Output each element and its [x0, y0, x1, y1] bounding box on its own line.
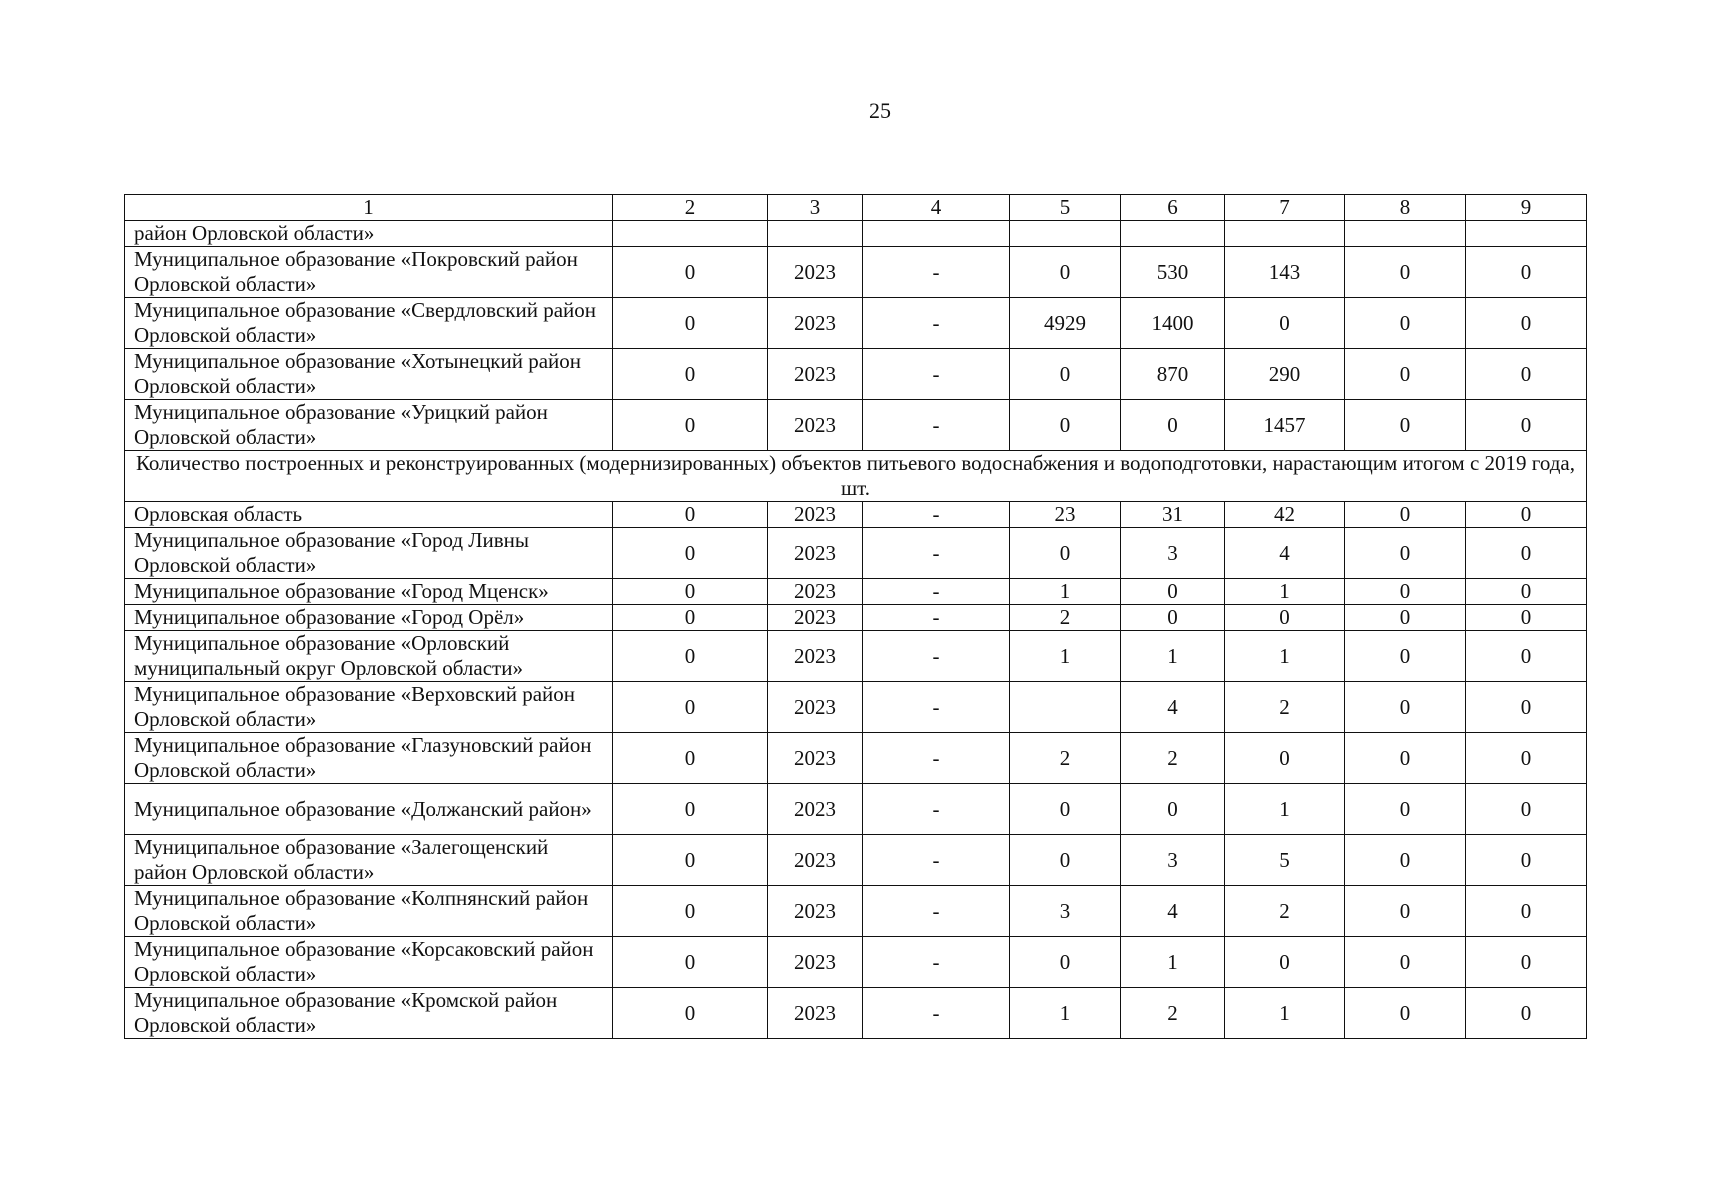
value-cell: 0 [1345, 605, 1466, 631]
value-cell: 0 [1345, 988, 1466, 1039]
value-cell: 0 [613, 349, 768, 400]
municipality-name-cell: Муниципальное образование «Покровский район Орловской области» [125, 247, 613, 298]
value-cell: - [863, 784, 1010, 835]
value-cell: 0 [1010, 835, 1121, 886]
column-number-cell: 3 [768, 195, 863, 221]
table-row [125, 605, 1587, 631]
value-cell: 0 [1466, 502, 1587, 528]
value-cell: 0 [613, 400, 768, 451]
value-cell: 2 [1010, 733, 1121, 784]
table-row [125, 298, 1587, 349]
value-cell: 0 [1345, 400, 1466, 451]
value-cell: 0 [1345, 349, 1466, 400]
value-cell: - [863, 605, 1010, 631]
value-cell: 2023 [768, 835, 863, 886]
value-cell: 0 [1010, 784, 1121, 835]
value-cell: 0 [1345, 784, 1466, 835]
table-body [125, 195, 1587, 1039]
value-cell: 2023 [768, 528, 863, 579]
value-cell: 1 [1225, 579, 1345, 605]
table-row [125, 528, 1587, 579]
value-cell: 0 [1010, 528, 1121, 579]
table-row [125, 682, 1587, 733]
value-cell: 0 [613, 605, 768, 631]
value-cell: 3 [1010, 886, 1121, 937]
value-cell: 530 [1121, 247, 1225, 298]
value-cell: 0 [1010, 937, 1121, 988]
value-cell: 2023 [768, 886, 863, 937]
value-cell [1466, 221, 1587, 247]
value-cell: 4 [1121, 886, 1225, 937]
table-row [125, 835, 1587, 886]
value-cell: 4 [1225, 528, 1345, 579]
value-cell: - [863, 631, 1010, 682]
section-heading-row [125, 451, 1587, 502]
value-cell: - [863, 937, 1010, 988]
value-cell: 0 [1225, 937, 1345, 988]
table-row [125, 502, 1587, 528]
value-cell: 0 [1345, 733, 1466, 784]
value-cell: 1457 [1225, 400, 1345, 451]
value-cell: 0 [613, 733, 768, 784]
value-cell: - [863, 988, 1010, 1039]
column-number-row [125, 195, 1587, 221]
municipality-name-cell: Муниципальное образование «Хотынецкий район Орловской области» [125, 349, 613, 400]
value-cell: 2 [1010, 605, 1121, 631]
value-cell: 0 [1345, 298, 1466, 349]
value-cell: 0 [613, 784, 768, 835]
value-cell: 0 [1466, 631, 1587, 682]
section-heading: Количество построенных и реконструированных (модернизированных) объектов питьевого водоснабжения и водоподготовки, нарастающим итогом с 2019 года, шт. [125, 451, 1587, 502]
value-cell: 5 [1225, 835, 1345, 886]
value-cell: 0 [1466, 528, 1587, 579]
value-cell: 0 [1466, 349, 1587, 400]
value-cell: 1 [1010, 988, 1121, 1039]
value-cell: 0 [1466, 579, 1587, 605]
value-cell: 0 [1010, 349, 1121, 400]
value-cell: 0 [613, 886, 768, 937]
value-cell: 0 [1121, 579, 1225, 605]
municipality-name-cell: Муниципальное образование «Город Мценск» [125, 579, 613, 605]
value-cell: 0 [1225, 733, 1345, 784]
value-cell: 0 [613, 631, 768, 682]
value-cell: 23 [1010, 502, 1121, 528]
value-cell: 0 [1345, 579, 1466, 605]
value-cell: 0 [613, 502, 768, 528]
table-row [125, 247, 1587, 298]
table-row [125, 886, 1587, 937]
column-number-cell: 4 [863, 195, 1010, 221]
value-cell: 2 [1121, 988, 1225, 1039]
value-cell: - [863, 835, 1010, 886]
municipality-name-cell: Муниципальное образование «Должанский район» [125, 784, 613, 835]
value-cell: 2023 [768, 400, 863, 451]
value-cell: 0 [1466, 886, 1587, 937]
value-cell: 1 [1010, 579, 1121, 605]
value-cell: 0 [613, 298, 768, 349]
value-cell: 1 [1010, 631, 1121, 682]
municipality-name-cell: Муниципальное образование «Верховский район Орловской области» [125, 682, 613, 733]
value-cell [1225, 221, 1345, 247]
value-cell [1345, 221, 1466, 247]
value-cell: 0 [1466, 247, 1587, 298]
value-cell: 0 [1121, 784, 1225, 835]
table-row [125, 400, 1587, 451]
value-cell: - [863, 579, 1010, 605]
value-cell [613, 221, 768, 247]
value-cell: 2 [1225, 682, 1345, 733]
column-number-cell: 7 [1225, 195, 1345, 221]
value-cell: 0 [1466, 400, 1587, 451]
value-cell: 2 [1225, 886, 1345, 937]
table-row [125, 349, 1587, 400]
value-cell: - [863, 682, 1010, 733]
value-cell: 2 [1121, 733, 1225, 784]
value-cell: 1 [1121, 631, 1225, 682]
value-cell: - [863, 298, 1010, 349]
value-cell: 0 [1345, 937, 1466, 988]
value-cell: 2023 [768, 988, 863, 1039]
value-cell: 0 [613, 682, 768, 733]
value-cell: 3 [1121, 528, 1225, 579]
value-cell: 0 [1466, 988, 1587, 1039]
table-row [125, 784, 1587, 835]
value-cell: 0 [1345, 247, 1466, 298]
value-cell: 3 [1121, 835, 1225, 886]
table-row [125, 937, 1587, 988]
value-cell [1010, 221, 1121, 247]
value-cell: 2023 [768, 682, 863, 733]
value-cell: 31 [1121, 502, 1225, 528]
column-number-cell: 8 [1345, 195, 1466, 221]
municipality-name-cell: Муниципальное образование «Город Орёл» [125, 605, 613, 631]
municipality-name-cell: Орловская область [125, 502, 613, 528]
value-cell [768, 221, 863, 247]
value-cell: 1400 [1121, 298, 1225, 349]
municipality-name-cell: Муниципальное образование «Город Ливны Орловской области» [125, 528, 613, 579]
municipality-name-cell: район Орловской области» [125, 221, 613, 247]
column-number-cell: 9 [1466, 195, 1587, 221]
value-cell: - [863, 400, 1010, 451]
value-cell [863, 221, 1010, 247]
value-cell: - [863, 886, 1010, 937]
value-cell: 0 [1345, 682, 1466, 733]
page-number: 25 [869, 98, 891, 123]
column-number-cell: 2 [613, 195, 768, 221]
value-cell: 0 [1225, 298, 1345, 349]
value-cell: 2023 [768, 247, 863, 298]
value-cell: 0 [613, 247, 768, 298]
value-cell: 0 [1010, 247, 1121, 298]
value-cell: 2023 [768, 733, 863, 784]
value-cell: 0 [1345, 886, 1466, 937]
value-cell: 0 [1010, 400, 1121, 451]
value-cell: 42 [1225, 502, 1345, 528]
municipality-name-cell: Муниципальное образование «Глазуновский район Орловской области» [125, 733, 613, 784]
value-cell: 4 [1121, 682, 1225, 733]
value-cell: - [863, 247, 1010, 298]
table-row [125, 631, 1587, 682]
value-cell: 0 [1345, 835, 1466, 886]
column-number-cell: 6 [1121, 195, 1225, 221]
value-cell: 0 [1466, 605, 1587, 631]
municipality-name-cell: Муниципальное образование «Кромской район Орловской области» [125, 988, 613, 1039]
value-cell [1010, 682, 1121, 733]
municipality-name-cell: Муниципальное образование «Свердловский район Орловской области» [125, 298, 613, 349]
value-cell: 1 [1121, 937, 1225, 988]
value-cell: 290 [1225, 349, 1345, 400]
value-cell: - [863, 349, 1010, 400]
value-cell: 0 [1121, 605, 1225, 631]
value-cell: 2023 [768, 937, 863, 988]
municipality-name-cell: Муниципальное образование «Залегощенский район Орловской области» [125, 835, 613, 886]
municipality-name-cell: Муниципальное образование «Колпнянский район Орловской области» [125, 886, 613, 937]
value-cell: - [863, 502, 1010, 528]
value-cell: 2023 [768, 579, 863, 605]
value-cell: 870 [1121, 349, 1225, 400]
column-number-cell: 5 [1010, 195, 1121, 221]
municipality-name-cell: Муниципальное образование «Орловский муниципальный округ Орловской области» [125, 631, 613, 682]
value-cell: 4929 [1010, 298, 1121, 349]
value-cell: 0 [613, 579, 768, 605]
municipality-name-cell: Муниципальное образование «Урицкий район Орловской области» [125, 400, 613, 451]
value-cell: - [863, 733, 1010, 784]
value-cell: 0 [1345, 502, 1466, 528]
value-cell: 1 [1225, 988, 1345, 1039]
table-row [125, 733, 1587, 784]
value-cell: 0 [613, 835, 768, 886]
value-cell: 0 [613, 528, 768, 579]
value-cell: 0 [1466, 937, 1587, 988]
municipality-name-cell: Муниципальное образование «Корсаковский район Орловской области» [125, 937, 613, 988]
value-cell: 0 [1466, 733, 1587, 784]
table-row [125, 221, 1587, 247]
value-cell: 0 [1466, 835, 1587, 886]
table-row [125, 988, 1587, 1039]
value-cell: 1 [1225, 784, 1345, 835]
value-cell: 2023 [768, 502, 863, 528]
value-cell: 0 [613, 937, 768, 988]
value-cell: - [863, 528, 1010, 579]
value-cell: 0 [1345, 528, 1466, 579]
value-cell: 2023 [768, 605, 863, 631]
value-cell: 0 [1466, 298, 1587, 349]
value-cell: 0 [1121, 400, 1225, 451]
value-cell: 143 [1225, 247, 1345, 298]
value-cell: 2023 [768, 349, 863, 400]
value-cell: 0 [1345, 631, 1466, 682]
value-cell: 2023 [768, 784, 863, 835]
value-cell: 0 [1225, 605, 1345, 631]
value-cell [1121, 221, 1225, 247]
value-cell: 0 [1466, 784, 1587, 835]
value-cell: 2023 [768, 298, 863, 349]
value-cell: 0 [613, 988, 768, 1039]
table-row [125, 579, 1587, 605]
value-cell: 1 [1225, 631, 1345, 682]
value-cell: 2023 [768, 631, 863, 682]
value-cell: 0 [1466, 682, 1587, 733]
column-number-cell: 1 [125, 195, 613, 221]
data-table [124, 194, 1587, 1039]
